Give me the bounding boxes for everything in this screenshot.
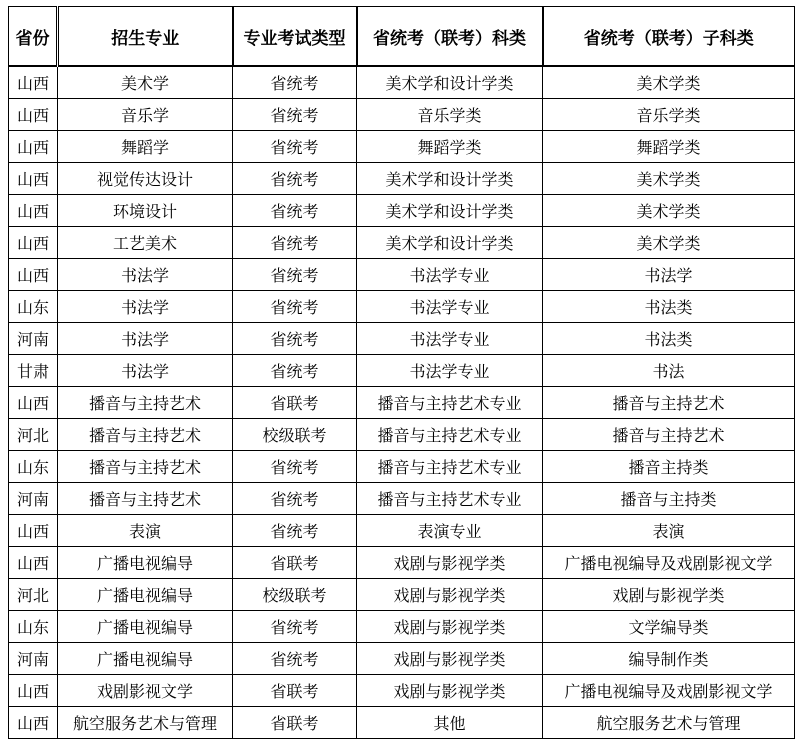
- table-row: [9, 483, 795, 515]
- cell-exam-category: 书法学专业: [357, 323, 543, 355]
- cell-province: 山西: [9, 131, 58, 163]
- cell-exam-type: 省统考: [233, 163, 357, 195]
- cell-exam-category: 书法学专业: [357, 291, 543, 323]
- cell-exam-type: 省统考: [233, 66, 357, 99]
- cell-exam-subcategory: 戏剧与影视学类: [543, 579, 795, 611]
- table-row: [9, 163, 795, 195]
- header-exam-category: 省统考（联考）科类: [357, 7, 543, 67]
- cell-major: 戏剧影视文学: [58, 675, 233, 707]
- cell-major: 工艺美术: [58, 227, 233, 259]
- cell-major: 视觉传达设计: [58, 163, 233, 195]
- cell-major: 播音与主持艺术: [58, 387, 233, 419]
- cell-exam-subcategory: 编导制作类: [543, 643, 795, 675]
- cell-major: 广播电视编导: [58, 579, 233, 611]
- cell-major: 书法学: [58, 259, 233, 291]
- cell-major: 书法学: [58, 355, 233, 387]
- cell-exam-type: 校级联考: [233, 419, 357, 451]
- cell-major: 书法学: [58, 291, 233, 323]
- header-exam-subcategory: 省统考（联考）子科类: [543, 7, 795, 67]
- cell-province: 河南: [9, 483, 58, 515]
- cell-exam-subcategory: 美术学类: [543, 66, 795, 99]
- cell-exam-category: 美术学和设计学类: [357, 66, 543, 99]
- cell-province: 山西: [9, 515, 58, 547]
- table-row: [9, 675, 795, 707]
- cell-province: 河北: [9, 579, 58, 611]
- cell-exam-type: 省统考: [233, 483, 357, 515]
- cell-exam-category: 戏剧与影视学类: [357, 547, 543, 579]
- cell-exam-subcategory: 播音与主持艺术: [543, 419, 795, 451]
- cell-exam-type: 省联考: [233, 707, 357, 739]
- cell-exam-subcategory: 美术学类: [543, 163, 795, 195]
- table-row: [9, 66, 795, 99]
- table-row: [9, 387, 795, 419]
- header-row: [9, 7, 795, 67]
- cell-major: 美术学: [58, 66, 233, 99]
- cell-major: 舞蹈学: [58, 131, 233, 163]
- cell-province: 山西: [9, 163, 58, 195]
- cell-province: 山西: [9, 259, 58, 291]
- cell-province: 河南: [9, 643, 58, 675]
- cell-exam-type: 省联考: [233, 547, 357, 579]
- table-row: [9, 291, 795, 323]
- cell-province: 甘肃: [9, 355, 58, 387]
- table-row: [9, 547, 795, 579]
- cell-exam-type: 省统考: [233, 355, 357, 387]
- cell-exam-category: 美术学和设计学类: [357, 195, 543, 227]
- cell-exam-type: 省统考: [233, 227, 357, 259]
- cell-exam-category: 戏剧与影视学类: [357, 611, 543, 643]
- cell-exam-category: 戏剧与影视学类: [357, 675, 543, 707]
- cell-province: 山东: [9, 291, 58, 323]
- cell-major: 播音与主持艺术: [58, 483, 233, 515]
- cell-exam-type: 省统考: [233, 99, 357, 131]
- cell-exam-subcategory: 书法: [543, 355, 795, 387]
- cell-major: 航空服务艺术与管理: [58, 707, 233, 739]
- table-row: [9, 195, 795, 227]
- cell-exam-category: 播音与主持艺术专业: [357, 387, 543, 419]
- cell-province: 山西: [9, 547, 58, 579]
- table-row: [9, 707, 795, 739]
- cell-exam-category: 播音与主持艺术专业: [357, 483, 543, 515]
- table-row: [9, 259, 795, 291]
- cell-exam-category: 书法学专业: [357, 355, 543, 387]
- cell-exam-category: 播音与主持艺术专业: [357, 419, 543, 451]
- cell-major: 播音与主持艺术: [58, 451, 233, 483]
- cell-exam-category: 表演专业: [357, 515, 543, 547]
- cell-exam-type: 省统考: [233, 643, 357, 675]
- cell-exam-category: 美术学和设计学类: [357, 227, 543, 259]
- cell-exam-type: 省联考: [233, 387, 357, 419]
- cell-exam-category: 舞蹈学类: [357, 131, 543, 163]
- cell-exam-subcategory: 播音主持类: [543, 451, 795, 483]
- cell-major: 表演: [58, 515, 233, 547]
- cell-exam-type: 省统考: [233, 259, 357, 291]
- cell-exam-subcategory: 音乐学类: [543, 99, 795, 131]
- cell-major: 书法学: [58, 323, 233, 355]
- cell-exam-type: 省统考: [233, 291, 357, 323]
- cell-exam-type: 省统考: [233, 323, 357, 355]
- cell-province: 山东: [9, 451, 58, 483]
- cell-exam-category: 书法学专业: [357, 259, 543, 291]
- cell-province: 山西: [9, 675, 58, 707]
- cell-major: 广播电视编导: [58, 547, 233, 579]
- table-row: [9, 419, 795, 451]
- cell-exam-type: 省联考: [233, 675, 357, 707]
- cell-major: 广播电视编导: [58, 643, 233, 675]
- cell-exam-subcategory: 表演: [543, 515, 795, 547]
- cell-exam-subcategory: 舞蹈学类: [543, 131, 795, 163]
- cell-exam-subcategory: 美术学类: [543, 195, 795, 227]
- cell-major: 广播电视编导: [58, 611, 233, 643]
- cell-exam-subcategory: 航空服务艺术与管理: [543, 707, 795, 739]
- header-exam-type: 专业考试类型: [233, 7, 357, 67]
- cell-exam-subcategory: 书法类: [543, 323, 795, 355]
- table-row: [9, 355, 795, 387]
- cell-exam-type: 省统考: [233, 515, 357, 547]
- cell-exam-category: 美术学和设计学类: [357, 163, 543, 195]
- cell-exam-subcategory: 播音与主持类: [543, 483, 795, 515]
- cell-exam-category: 戏剧与影视学类: [357, 643, 543, 675]
- cell-exam-subcategory: 广播电视编导及戏剧影视文学: [543, 547, 795, 579]
- table-row: [9, 451, 795, 483]
- cell-exam-type: 省统考: [233, 131, 357, 163]
- cell-exam-type: 省统考: [233, 451, 357, 483]
- admissions-table: [8, 6, 795, 739]
- cell-major: 播音与主持艺术: [58, 419, 233, 451]
- header-province: 省份: [9, 7, 58, 67]
- cell-province: 山西: [9, 387, 58, 419]
- cell-exam-category: 播音与主持艺术专业: [357, 451, 543, 483]
- cell-exam-subcategory: 书法学: [543, 259, 795, 291]
- cell-province: 河北: [9, 419, 58, 451]
- cell-exam-subcategory: 播音与主持艺术: [543, 387, 795, 419]
- cell-province: 山西: [9, 227, 58, 259]
- table-row: [9, 643, 795, 675]
- cell-exam-category: 音乐学类: [357, 99, 543, 131]
- header-major: 招生专业: [58, 7, 233, 67]
- table-header: [9, 7, 795, 67]
- cell-province: 山西: [9, 99, 58, 131]
- table-row: [9, 611, 795, 643]
- cell-province: 河南: [9, 323, 58, 355]
- cell-province: 山东: [9, 611, 58, 643]
- table-row: [9, 99, 795, 131]
- cell-province: 山西: [9, 195, 58, 227]
- cell-exam-type: 省统考: [233, 195, 357, 227]
- cell-province: 山西: [9, 66, 58, 99]
- cell-exam-category: 其他: [357, 707, 543, 739]
- cell-exam-category: 戏剧与影视学类: [357, 579, 543, 611]
- cell-exam-type: 省统考: [233, 611, 357, 643]
- cell-exam-subcategory: 文学编导类: [543, 611, 795, 643]
- cell-exam-subcategory: 书法类: [543, 291, 795, 323]
- table-row: [9, 515, 795, 547]
- cell-exam-type: 校级联考: [233, 579, 357, 611]
- cell-province: 山西: [9, 707, 58, 739]
- table-body: [9, 66, 795, 739]
- table-row: [9, 323, 795, 355]
- cell-exam-subcategory: 美术学类: [543, 227, 795, 259]
- table-row: [9, 579, 795, 611]
- table-row: [9, 131, 795, 163]
- cell-exam-subcategory: 广播电视编导及戏剧影视文学: [543, 675, 795, 707]
- cell-major: 音乐学: [58, 99, 233, 131]
- table-row: [9, 227, 795, 259]
- cell-major: 环境设计: [58, 195, 233, 227]
